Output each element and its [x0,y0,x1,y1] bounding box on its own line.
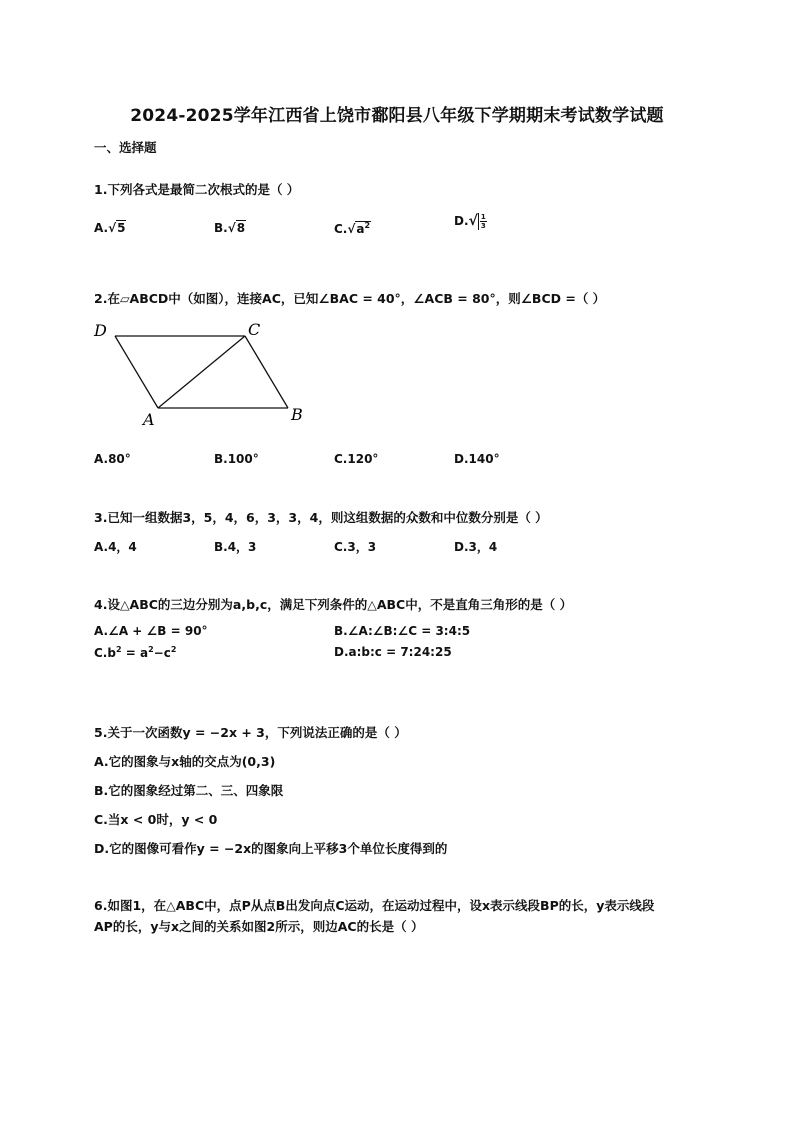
question-1-stem: 1.下列各式是最简二次根式的是（ ） [94,182,300,197]
q1-option-b-label: B. [214,221,228,235]
q1-option-d[interactable]: D.√ $\frac{1}{3}$ [454,213,486,230]
section-heading: 一、选择题 [94,140,157,155]
question-6-stem-line-1: 6.如图1，在△ABC中，点P从点B出发向点C运动，在运动过程中，设x表示线段BP的长，y表示线段 [94,898,655,913]
parallelogram-figure [90,318,320,433]
q4-option-a[interactable]: A.∠A + ∠B = 90° [94,624,208,638]
q3-option-a[interactable]: A.4，4 [94,540,137,554]
q1-option-a-label: A. [94,221,109,235]
q1-option-d-label: D. [454,214,469,228]
sqrt-5: √5 [108,221,126,235]
label-a: A [143,410,155,429]
q5-option-c[interactable]: C.当x < 0时，y < 0 [94,812,218,827]
q3-option-d[interactable]: D.3，4 [454,540,498,554]
q1-option-c[interactable] [334,221,371,236]
q5-option-b[interactable]: B.它的图象经过第二、三、四象限 [94,783,284,798]
q1-option-a[interactable] [94,221,126,235]
question-2-stem: 2.在▱ABCD中（如图），连接AC，已知∠BAC = 40°，∠ACB = 80°，则∠BCD =（ ） [94,291,606,306]
q1-option-b[interactable] [214,221,246,235]
q2-option-b[interactable]: B.100° [214,452,259,466]
page-title: 2024-2025学年江西省上饶市鄱阳县八年级下学期期末考试数学试题 [130,106,664,126]
q4-option-c[interactable]: $C.b^2 = a^2-c^2$ [94,645,177,660]
q2-option-a[interactable]: A.80° [94,452,131,466]
question-3-stem: 3.已知一组数据3，5，4，6，3，3，4，则这组数据的众数和中位数分别是（ ） [94,510,548,525]
q3-option-b[interactable]: B.4，3 [214,540,257,554]
q4-option-d[interactable]: D.a:b:c = 7:24:25 [334,645,452,659]
q4-option-b[interactable]: B.∠A:∠B:∠C = 3:4:5 [334,624,471,638]
q2-option-c[interactable]: C.120° [334,452,379,466]
label-b: B [291,405,303,424]
question-6-stem-line-2: AP的长，y与x之间的关系如图2所示，则边AC的长是（ ） [94,919,424,934]
q5-option-a[interactable]: A.它的图象与x轴的交点为(0,3) [94,754,276,769]
side-da [115,336,158,408]
question-4-stem: 4.设△ABC的三边分别为a,b,c，满足下列条件的△ABC中，不是直角三角形的是（ ） [94,597,573,612]
q1-option-c-label: C. [334,222,348,236]
label-d: D [94,321,107,340]
q5-option-d[interactable]: D.它的图像可看作y = −2x的图象向上平移3个单位长度得到的 [94,841,448,856]
q2-option-d[interactable]: D.140° [454,452,500,466]
sqrt-a-squared: $√a^2$ [347,221,371,236]
fraction-one-third: $\frac{1}{3}$ [478,213,487,230]
side-cb [245,336,288,408]
diagonal-ac [158,336,245,408]
q3-option-c[interactable]: C.3，3 [334,540,377,554]
question-5-stem: 5.关于一次函数y = −2x + 3，下列说法正确的是（ ） [94,725,407,740]
sqrt-8: √8 [227,221,246,235]
label-c: C [248,320,261,339]
